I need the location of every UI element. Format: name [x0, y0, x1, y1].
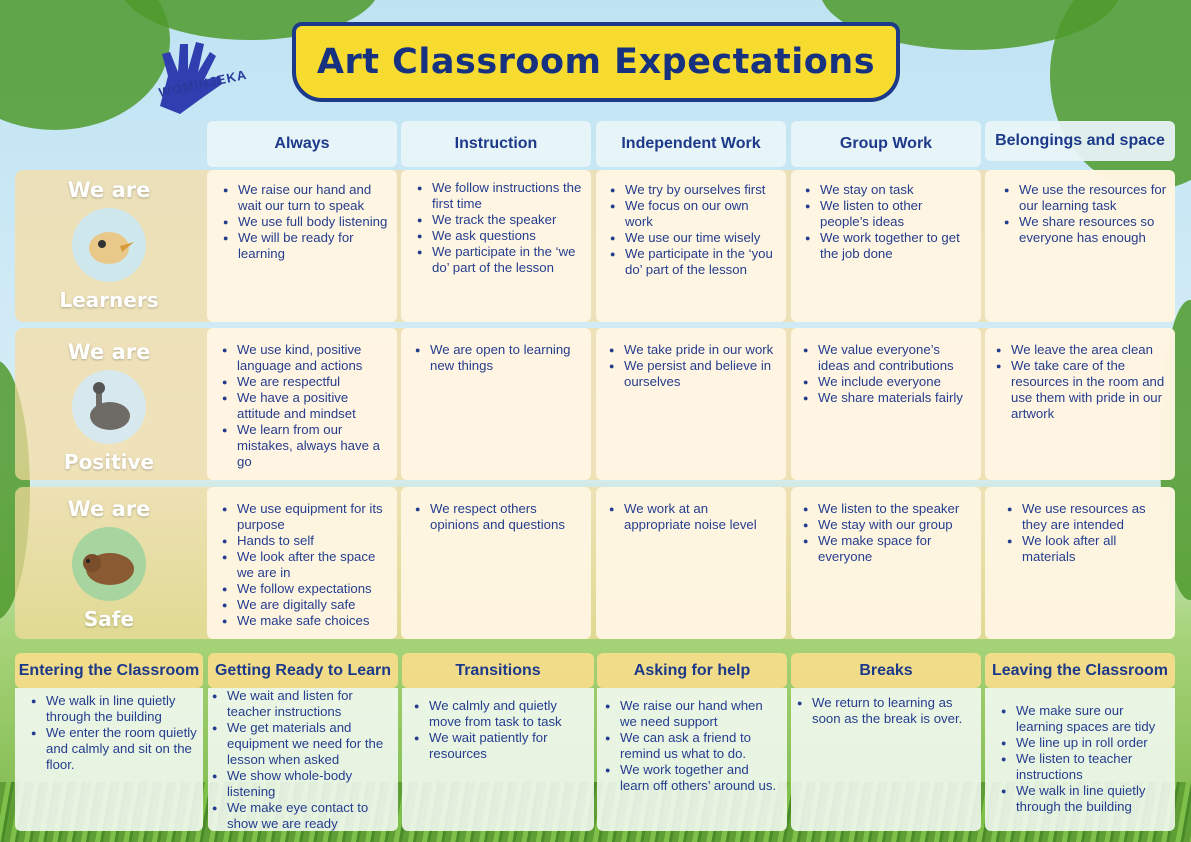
list-item: ● We wait and listen for teacher instructions	[227, 688, 394, 720]
row-label-top: We are	[67, 497, 151, 521]
cell-safe-group	[791, 487, 981, 639]
list-item: ● We walk in line quietly through the building	[46, 693, 197, 725]
list-item: ● We participate in the ‘you do’ part of the lesson	[625, 246, 778, 278]
list-item: ● We are respectful	[237, 374, 391, 390]
list-item: ● We focus on our own work	[625, 198, 778, 230]
column-header-independent-work: Independent Work	[596, 121, 786, 167]
row-label-bottom: Positive	[63, 450, 155, 474]
list-item: ● We make safe choices	[237, 613, 393, 629]
list-item: ● We return to learning as soon as the break is over.	[812, 695, 971, 727]
page-title: Art Classroom Expectations	[316, 42, 876, 82]
list-item: ● We work at an appropriate noise level	[624, 501, 778, 533]
list-item: ● We stay on task	[820, 182, 973, 198]
list-item: ● We have a positive attitude and mindset	[237, 390, 391, 422]
row-label-bottom: Safe	[83, 607, 135, 631]
list-item: ● We listen to other people’s ideas	[820, 198, 973, 230]
list-item: ● We take pride in our work	[624, 342, 778, 358]
section-header-entering: Entering the Classroom	[15, 653, 203, 688]
column-header-always: Always	[207, 121, 397, 167]
bird-icon	[72, 208, 146, 282]
section-leaving	[985, 688, 1175, 831]
cell-positive-always	[207, 328, 397, 480]
section-transitions	[402, 688, 594, 831]
section-getting-ready	[208, 688, 398, 831]
list-item: ● We make space for everyone	[818, 533, 973, 565]
title-banner	[292, 22, 900, 102]
list-item: ● We use kind, positive language and actions	[237, 342, 391, 374]
row-label-safe	[15, 497, 203, 631]
list-item: ● We learn from our mistakes, always have a go	[237, 422, 391, 470]
list-item: ● We wait patiently for resources	[429, 730, 588, 762]
list-item: ● We enter the room quietly and calmly and sit on the floor.	[46, 725, 197, 773]
list-item: ● We use the resources for our learning task	[1019, 182, 1167, 214]
section-asking-help	[597, 688, 787, 831]
cell-learners-independent	[596, 170, 786, 322]
section-header-leaving: Leaving the Classroom	[985, 653, 1175, 688]
list-item: ● We show whole-body listening	[227, 768, 394, 800]
list-item: ● We ask questions	[432, 228, 585, 244]
column-header-instruction: Instruction	[401, 121, 591, 167]
row-label-learners	[15, 178, 203, 312]
list-item: ● We listen to the speaker	[818, 501, 973, 517]
list-item: ● We persist and believe in ourselves	[624, 358, 778, 390]
cell-learners-group	[791, 170, 981, 322]
row-label-top: We are	[67, 178, 151, 202]
row-label-top: We are	[67, 340, 151, 364]
cell-safe-instruction	[401, 487, 591, 639]
list-item: ● Hands to self	[237, 533, 393, 549]
logo-text: WOMINJEKA	[157, 66, 249, 101]
list-item: ● We are open to learning new things	[430, 342, 585, 374]
list-item: ● We stay with our group	[818, 517, 973, 533]
list-item: ● We leave the area clean	[1011, 342, 1165, 358]
section-header-getting-ready: Getting Ready to Learn	[208, 653, 398, 688]
list-item: ● We look after all materials	[1022, 533, 1165, 565]
list-item: ● We are digitally safe	[237, 597, 393, 613]
section-header-asking-help: Asking for help	[597, 653, 787, 688]
cell-positive-group	[791, 328, 981, 480]
list-item: ● We participate in the ‘we do’ part of the lesson	[432, 244, 585, 276]
list-item: ● We get materials and equipment we need for the lesson when asked	[227, 720, 394, 768]
column-header-group-work: Group Work	[791, 121, 981, 167]
list-item: ● We work together to get the job done	[820, 230, 973, 262]
list-item: ● We use full body listening	[238, 214, 391, 230]
list-item: ● We will be ready for learning	[238, 230, 391, 262]
tree-foliage	[1050, 0, 1191, 190]
list-item: ● We use our time wisely	[625, 230, 778, 246]
cell-positive-instruction	[401, 328, 591, 480]
list-item: ● We share materials fairly	[818, 390, 973, 406]
cell-learners-belongings	[985, 170, 1175, 322]
list-item: ● We can ask a friend to remind us what to do.	[620, 730, 779, 762]
emu-icon	[72, 370, 146, 444]
list-item: ● We try by ourselves first	[625, 182, 778, 198]
section-header-transitions: Transitions	[402, 653, 594, 688]
row-label-positive	[15, 340, 203, 474]
list-item: ● We follow instructions the first time	[432, 180, 585, 212]
list-item: ● We line up in roll order	[1016, 735, 1165, 751]
list-item: ● We respect others opinions and questions	[430, 501, 585, 533]
list-item: ● We walk in line quietly through the building	[1016, 783, 1165, 815]
cell-safe-independent	[596, 487, 786, 639]
cell-positive-belongings	[985, 328, 1175, 480]
list-item: ● We follow expectations	[237, 581, 393, 597]
list-item: ● We track the speaker	[432, 212, 585, 228]
list-item: ● We listen to teacher instructions	[1016, 751, 1165, 783]
list-item: ● We share resources so everyone has enough	[1019, 214, 1167, 246]
column-header-belongings: Belongings and space	[985, 121, 1175, 161]
list-item: ● We look after the space we are in	[237, 549, 393, 581]
list-item: ● We work together and learn off others’ around us.	[620, 762, 779, 794]
section-header-breaks: Breaks	[791, 653, 981, 688]
cell-learners-always	[207, 170, 397, 322]
list-item: ● We value everyone’s ideas and contributions	[818, 342, 973, 374]
section-breaks	[791, 688, 981, 831]
list-item: ● We calmly and quietly move from task to task	[429, 698, 588, 730]
list-item: ● We raise our hand and wait our turn to speak	[238, 182, 391, 214]
row-label-bottom: Learners	[59, 288, 159, 312]
wombat-icon	[72, 527, 146, 601]
list-item: ● We take care of the resources in the room and use them with pride in our artwork	[1011, 358, 1165, 422]
list-item: ● We raise our hand when we need support	[620, 698, 779, 730]
list-item: ● We include everyone	[818, 374, 973, 390]
list-item: ● We use equipment for its purpose	[237, 501, 393, 533]
cell-safe-always	[207, 487, 397, 639]
cell-safe-belongings	[985, 487, 1175, 639]
list-item: ● We make eye contact to show we are ready	[227, 800, 394, 832]
section-entering	[15, 688, 203, 831]
cell-positive-independent	[596, 328, 786, 480]
list-item: ● We use resources as they are intended	[1022, 501, 1165, 533]
cell-learners-instruction	[401, 170, 591, 322]
list-item: ● We make sure our learning spaces are tidy	[1016, 703, 1165, 735]
